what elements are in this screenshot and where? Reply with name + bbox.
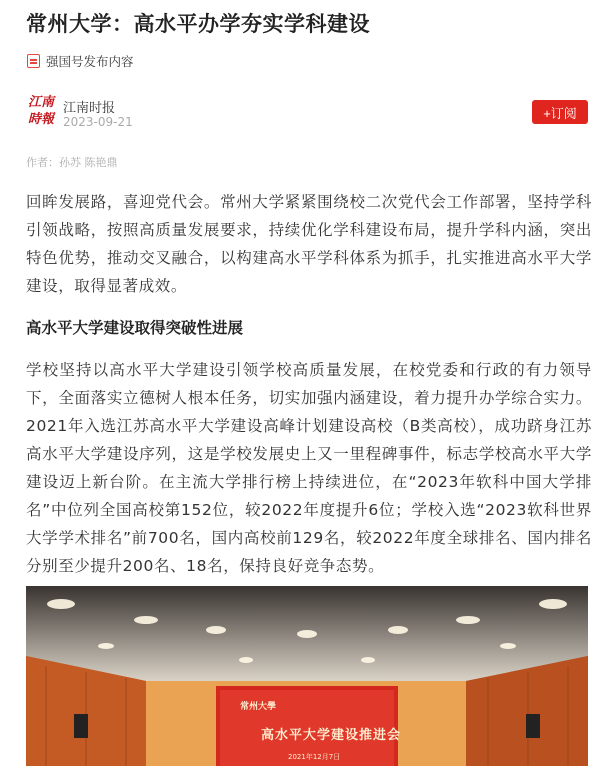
source-row [27, 52, 134, 70]
section-heading: 高水平大学建设取得突破性进展 [26, 319, 244, 337]
publisher-name[interactable]: 江南时报 [63, 101, 116, 116]
article-photo [26, 586, 588, 766]
source-label: 强国号发布内容 [46, 54, 134, 69]
article-title: 常州大学：高水平办学夯实学科建设 [26, 12, 370, 36]
byline: 作者：孙苏 陈艳鼎 [26, 156, 118, 169]
paragraph-body: 学校坚持以高水平大学建设引领学校高质量发展，在校党委和行政的有力领导下，全面落实立德树人根本任务，切实加强内涵建设，着力提升办学综合实力。2021年入选江苏高水平大学建设高峰计划建设高校（B类高校），成功跻身江苏高水平大学建设序列，这是学校发展史上又一里程碑事件，标志学校高水平大学建设迈上新台阶。在主流大学排行榜上持续进位，在“2023年软科中国大学排名”中位列全国高校第152位，较2022年度提升6位；学校入选“2023软科世界大学学术排名”前700名，国内高校前129名，较2022年度全球排名、国内排名分别至少提升200名、18名，保持良好竞争态势。 [26, 361, 592, 575]
banner-date: 2021年12月7日 [288, 753, 341, 761]
publisher-row [26, 94, 588, 132]
subscribe-button[interactable]: +订阅 [532, 100, 588, 124]
paragraph-intro: 回眸发展路，喜迎党代会。常州大学紧紧围绕校二次党代会工作部署，坚持学科引领战略，按照高质量发展要求，持续优化学科建设布局，提升学科内涵，突出特色优势，推动交叉融合，以构建高水平学科体系为抓手，扎实推进高水平大学建设，取得显著成效。 [26, 193, 592, 295]
banner-title: 高水平大学建设推进会 [260, 728, 401, 743]
publish-date: 2023-09-21 [63, 115, 133, 129]
publisher-logo[interactable]: 江南 時報 [27, 95, 54, 127]
banner-school-name: 常州大學 [240, 702, 277, 712]
document-icon [27, 54, 40, 68]
